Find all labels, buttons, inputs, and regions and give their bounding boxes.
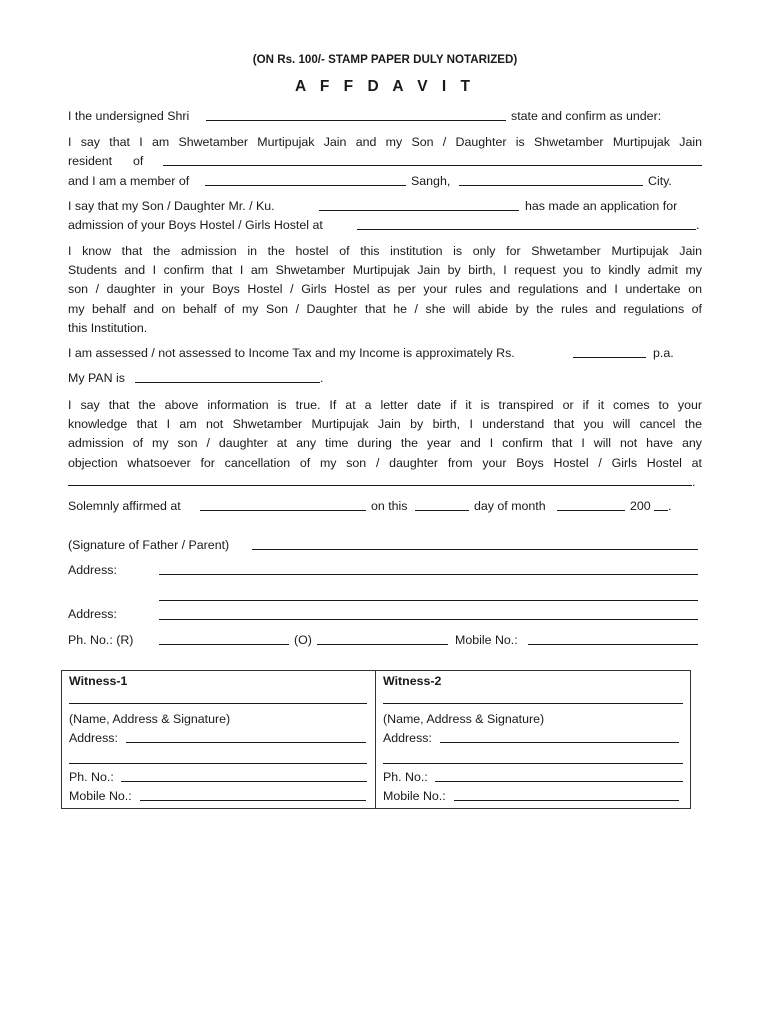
confirm-label: state and confirm as under:: [511, 109, 662, 123]
witness-1-mobile-field[interactable]: [140, 800, 366, 801]
signature-field[interactable]: [252, 549, 698, 550]
of-label: of: [133, 154, 144, 168]
jain-declaration-line: I say that I am Shwetamber Murtipujak Jain and my Son / Daughter is Shwetamber Murtipujak Jain: [68, 135, 702, 149]
paragraph-line: objection whatsoever for cancellation of my son / daughter from your Boys Hostel / Girls Hostel at: [68, 455, 702, 470]
address-field-3[interactable]: [159, 619, 698, 620]
hostel-location-field[interactable]: [357, 229, 696, 230]
sangh-label: Sangh,: [411, 174, 451, 188]
paragraph-line: son / daughter in your Boys Hostel / Girls Hostel as per your rules and regulations and I undertake on: [68, 282, 702, 297]
mobile-field[interactable]: [528, 644, 698, 645]
application-label: has made an application for: [525, 199, 678, 213]
witness-1-title: Witness-1: [69, 674, 128, 688]
affirmed-at-label: Solemnly affirmed at: [68, 499, 181, 513]
residence-field[interactable]: [163, 165, 702, 166]
pan-field[interactable]: [135, 382, 320, 383]
witness-2-title: Witness-2: [383, 674, 442, 688]
witness-2-line[interactable]: [383, 703, 683, 704]
affirmed-month-field[interactable]: [557, 510, 625, 511]
paragraph-line: I know that the admission in the hostel of this institution is only for Shwetamber Murtipujak Jain: [68, 244, 702, 258]
year-prefix-label: 200: [630, 499, 651, 513]
address-label-2: Address:: [68, 607, 117, 621]
cancellation-paragraph: [68, 396, 702, 473]
witness-1-phone-field[interactable]: [121, 781, 367, 782]
stamp-paper-note: (ON Rs. 100/- STAMP PAPER DULY NOTARIZED): [252, 53, 518, 66]
paragraph-line: this Institution.: [68, 320, 148, 335]
resident-label: resident: [68, 154, 113, 168]
witness-1-address-field[interactable]: [126, 742, 366, 743]
witness-divider: [375, 671, 376, 808]
affirmed-place-field[interactable]: [200, 510, 366, 511]
document-title: A F F D A V I T: [294, 78, 476, 95]
witness-2-address-label: Address:: [383, 731, 432, 745]
child-name-field[interactable]: [319, 210, 519, 211]
member-of-field[interactable]: [205, 185, 406, 186]
affirmed-day-field[interactable]: [415, 510, 469, 511]
witness-1-name-label: (Name, Address & Signature): [69, 712, 231, 726]
witness-2-address-field-2[interactable]: [383, 763, 683, 764]
affirm-period: .: [668, 499, 672, 513]
phone-office-field[interactable]: [317, 644, 448, 645]
pan-period: .: [320, 371, 324, 385]
witness-2-address-field[interactable]: [440, 742, 679, 743]
undersigned-label: I the undersigned Shri: [68, 109, 190, 123]
day-of-month-label: day of month: [474, 499, 546, 513]
witness-1-phone-label: Ph. No.:: [69, 770, 114, 784]
paragraph-line: my behalf and on behalf of my Son / Daughter that he / she will abide by the rules and regulations of: [68, 301, 702, 316]
witness-1-address-label: Address:: [69, 731, 118, 745]
per-annum-label: p.a.: [653, 346, 674, 360]
address-field-2[interactable]: [159, 600, 698, 601]
paragraph-line: I say that the above information is true. If at a letter date if it is transpired or if it comes to your: [68, 398, 702, 412]
pan-label: My PAN is: [68, 371, 125, 385]
affirmed-year-field[interactable]: [654, 510, 668, 511]
city-field[interactable]: [459, 185, 643, 186]
witness-2-mobile-label: Mobile No.:: [383, 789, 446, 803]
witness-table: [61, 670, 691, 809]
member-of-label: and I am a member of: [68, 174, 190, 188]
hostel-period: .: [696, 218, 700, 232]
cancellation-hostel-field[interactable]: [68, 485, 692, 486]
cancellation-period: .: [692, 475, 696, 489]
son-daughter-label: I say that my Son / Daughter Mr. / Ku.: [68, 199, 275, 213]
witness-1-line[interactable]: [69, 703, 367, 704]
income-tax-label: I am assessed / not assessed to Income Tax and my Income is approximately Rs.: [68, 346, 515, 360]
witness-2-name-label: (Name, Address & Signature): [383, 712, 545, 726]
witness-1-mobile-label: Mobile No.:: [69, 789, 132, 803]
paragraph-line: Students and I confirm that I am Shwetamber Murtipujak Jain by birth, I request you to kindly admit my: [68, 263, 702, 278]
address-field-1[interactable]: [159, 574, 698, 575]
paragraph-line: knowledge that I am not Shwetamber Murtipujak Jain by birth, I understand that you will cancel the: [68, 417, 702, 432]
paragraph-line: admission of my son / daughter at any time during the year and I confirm that I will not have any: [68, 436, 702, 451]
witness-2-phone-field[interactable]: [435, 781, 683, 782]
witness-2-mobile-field[interactable]: [454, 800, 679, 801]
phone-res-label: Ph. No.: (R): [68, 633, 134, 647]
undersigned-name-field[interactable]: [206, 120, 506, 121]
on-this-label: on this: [371, 499, 408, 513]
admission-paragraph: [68, 242, 702, 338]
mobile-label: Mobile No.:: [455, 633, 518, 647]
address-label-1: Address:: [68, 563, 117, 577]
witness-1-address-field-2[interactable]: [69, 763, 367, 764]
witness-2-phone-label: Ph. No.:: [383, 770, 428, 784]
phone-office-label: (O): [294, 633, 312, 647]
signature-label: (Signature of Father / Parent): [68, 538, 230, 552]
city-label: City.: [648, 174, 672, 188]
income-amount-field[interactable]: [573, 357, 646, 358]
hostel-admission-label: admission of your Boys Hostel / Girls Hostel at: [68, 218, 323, 232]
phone-res-field[interactable]: [159, 644, 289, 645]
